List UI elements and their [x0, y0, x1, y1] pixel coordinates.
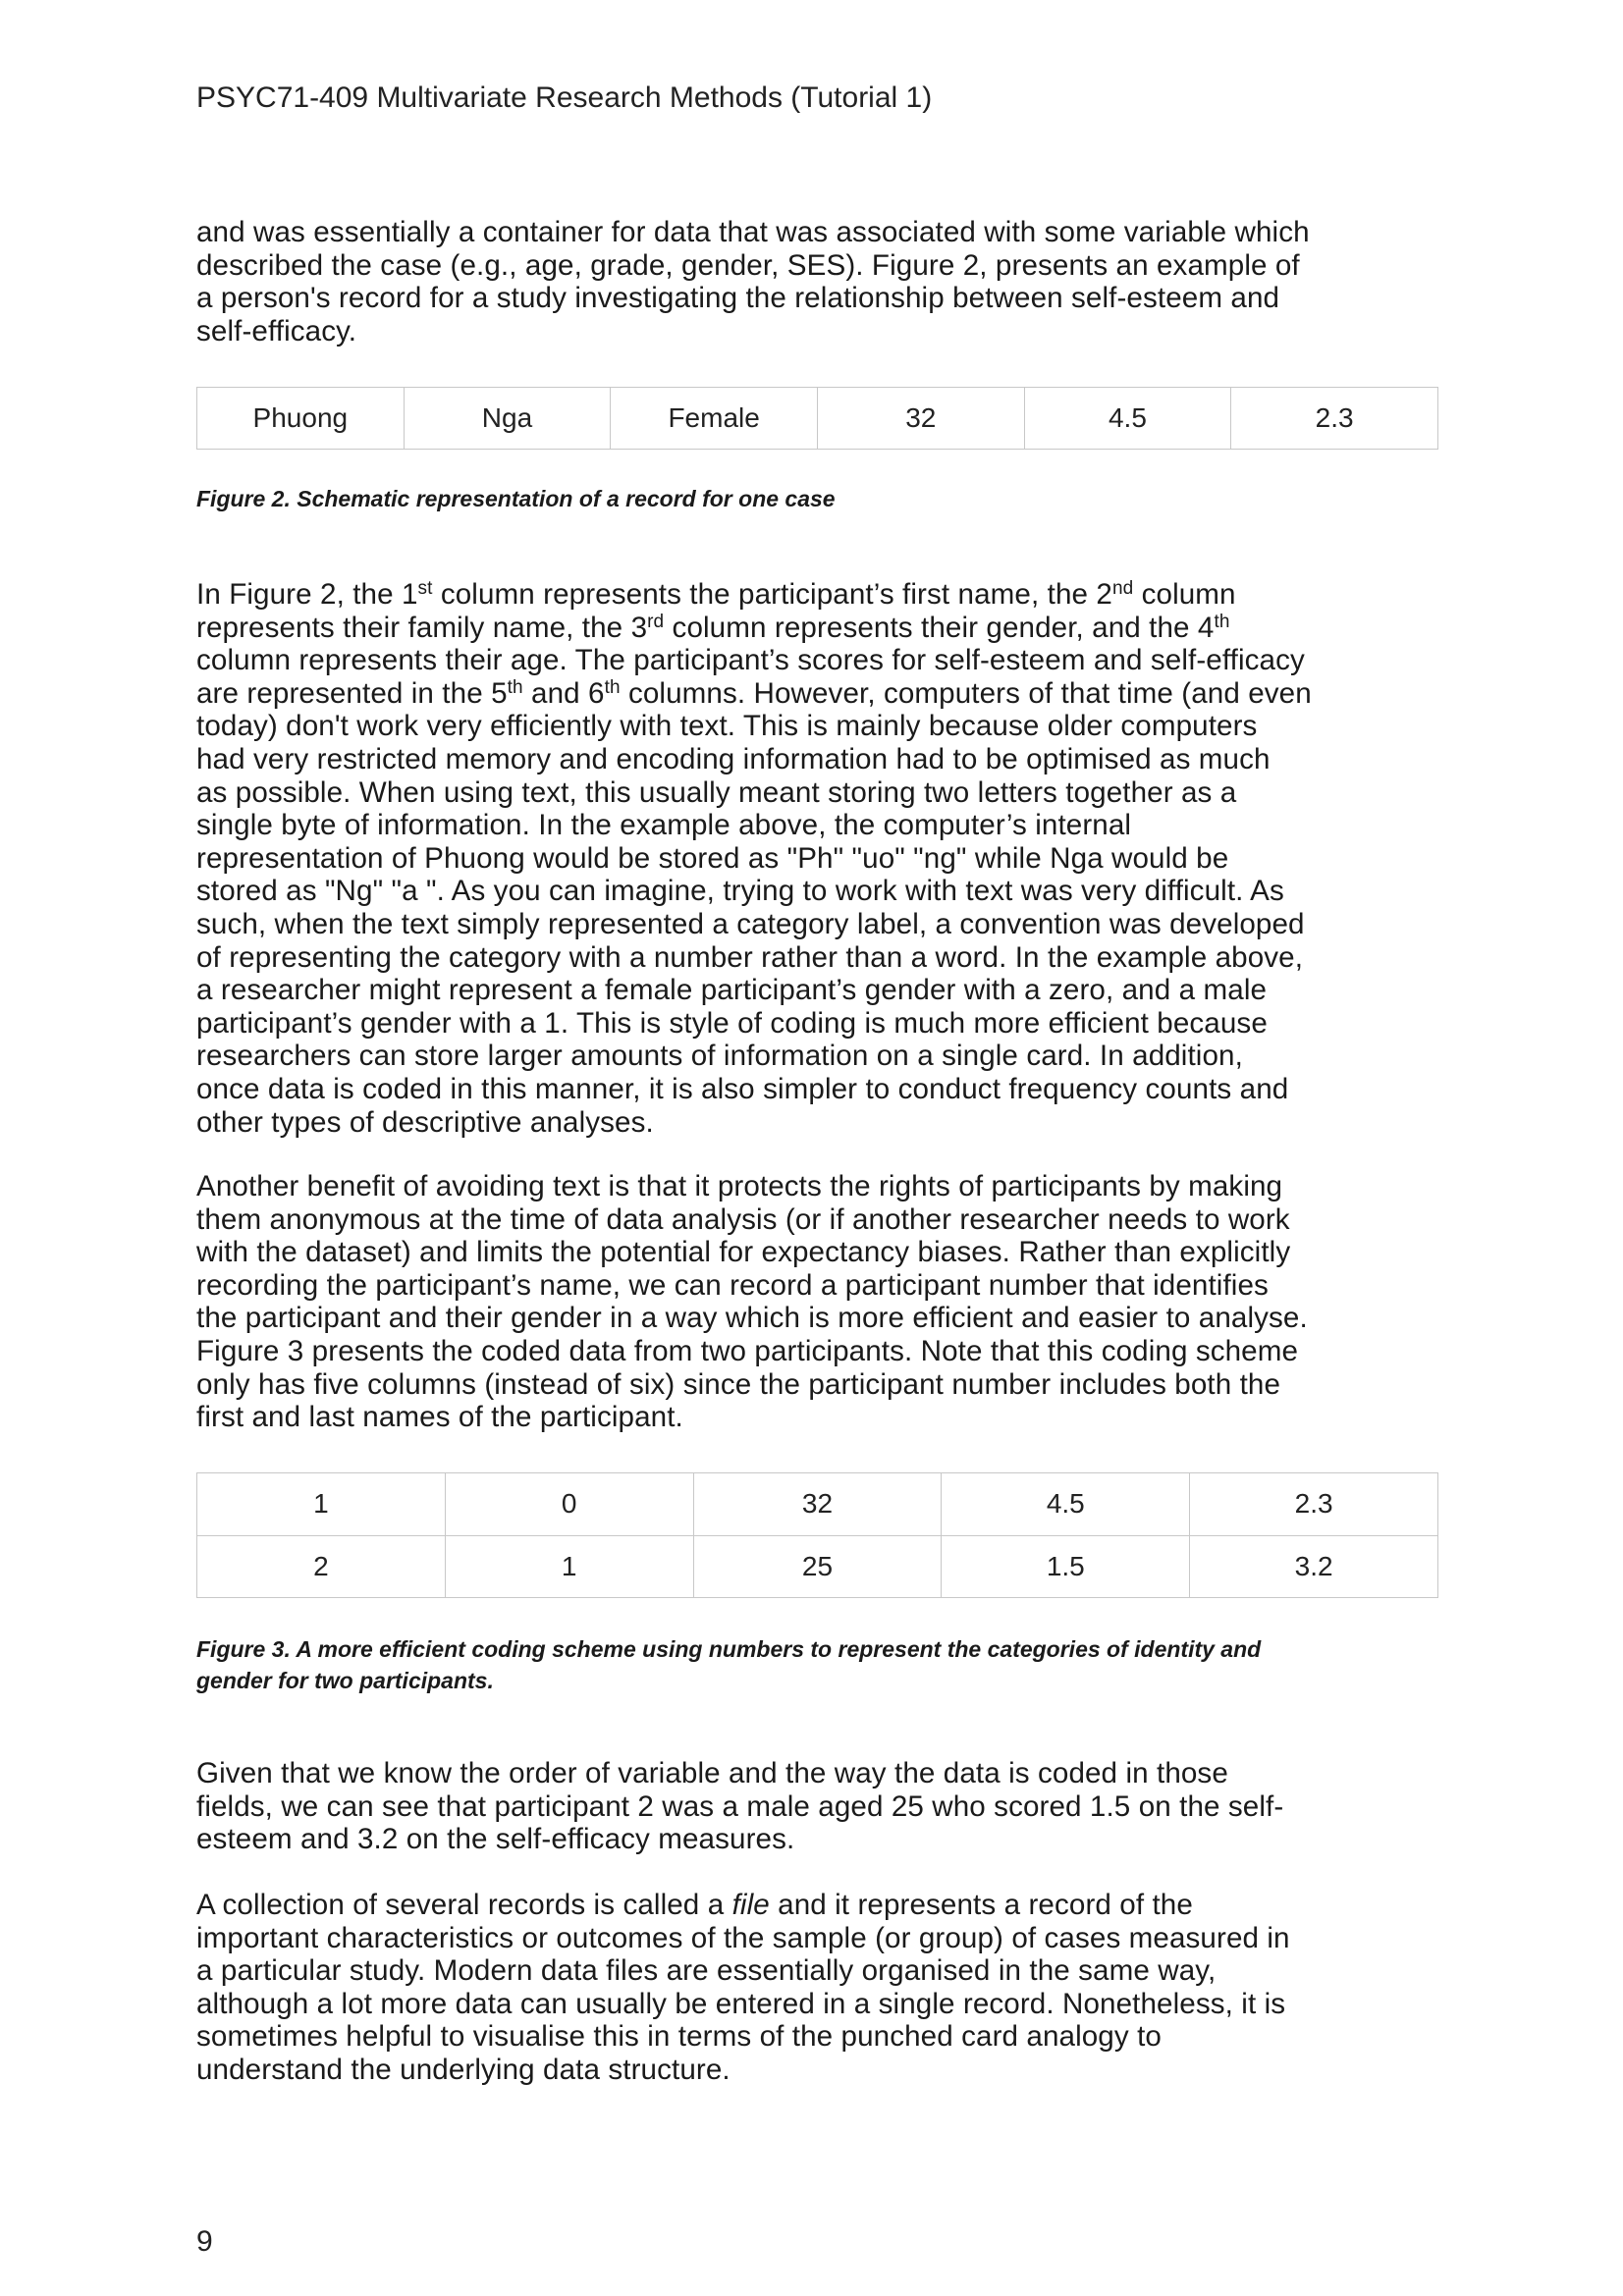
text-line: Figure 3 presents the coded data from two participants. Note that this coding scheme	[196, 1334, 1299, 1367]
table-cell: 4.5	[1024, 388, 1231, 450]
figure-2-record-table	[196, 387, 1438, 450]
table-cell: Female	[611, 388, 818, 450]
text-line: participant’s gender with a 1. This is style of coding is much more efficient because	[196, 1006, 1268, 1040]
table-cell: 0	[445, 1473, 693, 1536]
text-line: In Figure 2, the 1st column represents the participant’s first name, the 2nd column	[196, 578, 1236, 611]
text-line: the participant and their gender in a way which is more efficient and easier to analyse.	[196, 1302, 1308, 1335]
table-cell: 2	[197, 1535, 446, 1598]
text-line: a researcher might represent a female participant’s gender with a zero, and a male	[196, 974, 1268, 1007]
emphasis-file: file	[731, 1889, 770, 1921]
table-row	[197, 388, 1438, 450]
caption-line: Figure 3. A more efficient coding scheme using numbers to represent the categories of identity and	[196, 1636, 1262, 1662]
text-line: once data is coded in this manner, it is also simpler to conduct frequency counts and	[196, 1072, 1289, 1105]
text-line: self-efficacy.	[196, 314, 357, 347]
text-line: column represents their age. The participant’s scores for self-esteem and self-efficacy	[196, 644, 1305, 677]
text-line: Another benefit of avoiding text is that it protects the rights of participants by making	[196, 1170, 1283, 1202]
table-row	[197, 1535, 1438, 1598]
text-line: and was essentially a container for data that was associated with some variable which	[196, 216, 1310, 248]
text-line: them anonymous at the time of data analysis (or if another researcher needs to work	[196, 1202, 1290, 1236]
text-line: are represented in the 5th and 6th columns. However, computers of that time (and even	[196, 676, 1312, 710]
table-cell: 1.5	[942, 1535, 1190, 1598]
text-line: as possible. When using text, this usually meant storing two letters together as a	[196, 775, 1237, 809]
text-line: representation of Phuong would be stored as "Ph" "uo" "ng" while Nga would be	[196, 841, 1229, 875]
table-cell: Nga	[404, 388, 611, 450]
text-line: of representing the category with a number rather than a word. In the example above,	[196, 940, 1304, 974]
running-header: PSYC71-409 Multivariate Research Methods (Tutorial 1)	[196, 81, 933, 114]
table-cell: 32	[817, 388, 1024, 450]
text-line: single byte of information. In the example above, the computer’s internal	[196, 809, 1132, 842]
intro-paragraph	[196, 216, 1438, 347]
caption-line: gender for two participants.	[196, 1668, 494, 1693]
text-line: only has five columns (instead of six) since the participant number includes both the	[196, 1367, 1281, 1401]
table-cell: 1	[445, 1535, 693, 1598]
text-line: A collection of several records is called a file and it represents a record of the	[196, 1889, 1193, 1921]
body-paragraph-2	[196, 1170, 1438, 1434]
text-line: a particular study. Modern data files are essentially organised in the same way,	[196, 1954, 1217, 1988]
table-cell: 2.3	[1231, 388, 1438, 450]
page-number: 9	[196, 2225, 213, 2258]
table-cell: 4.5	[942, 1473, 1190, 1536]
text-line: today) don't work very efficiently with text. This is mainly because older computers	[196, 710, 1258, 743]
text-line: with the dataset) and limits the potential for expectancy biases. Rather than explicitly	[196, 1236, 1291, 1269]
table-cell: 25	[693, 1535, 942, 1598]
text-line: other types of descriptive analyses.	[196, 1105, 654, 1139]
text-line: fields, we can see that participant 2 was a male aged 25 who scored 1.5 on the self-	[196, 1789, 1284, 1823]
text-line: a person's record for a study investigating the relationship between self-esteem and	[196, 282, 1280, 315]
body-paragraph-3	[196, 1757, 1438, 1856]
table-row	[197, 1473, 1438, 1536]
text-line: stored as "Ng" "a ". As you can imagine, trying to work with text was very difficult. As	[196, 875, 1284, 908]
body-paragraph-4	[196, 1889, 1438, 2087]
body-paragraph-1	[196, 578, 1438, 1139]
text-line: esteem and 3.2 on the self-efficacy measures.	[196, 1823, 795, 1856]
table-cell: 1	[197, 1473, 446, 1536]
text-line: Given that we know the order of variable and the way the data is coded in those	[196, 1757, 1228, 1789]
figure-2-caption: Figure 2. Schematic representation of a record for one case	[196, 486, 836, 511]
text-line: first and last names of the participant.	[196, 1401, 683, 1434]
figure-3-coded-table	[196, 1472, 1438, 1598]
text-line: although a lot more data can usually be entered in a single record. Nonetheless, it is	[196, 1987, 1286, 2020]
text-line: sometimes helpful to visualise this in terms of the punched card analogy to	[196, 2020, 1162, 2054]
table-cell: Phuong	[197, 388, 405, 450]
text-line: had very restricted memory and encoding information had to be optimised as much	[196, 742, 1271, 775]
table-cell: 2.3	[1190, 1473, 1438, 1536]
text-line: described the case (e.g., age, grade, gender, SES). Figure 2, presents an example of	[196, 248, 1300, 282]
table-cell: 3.2	[1190, 1535, 1438, 1598]
text-line: important characteristics or outcomes of the sample (or group) of cases measured in	[196, 1921, 1290, 1954]
text-line: represents their family name, the 3rd column represents their gender, and the 4th	[196, 611, 1230, 644]
table-cell: 32	[693, 1473, 942, 1536]
text-line: such, when the text simply represented a category label, a convention was developed	[196, 907, 1305, 940]
text-line: researchers can store larger amounts of information on a single card. In addition,	[196, 1040, 1243, 1073]
text-line: recording the participant’s name, we can record a participant number that identifies	[196, 1268, 1269, 1302]
text-line: understand the underlying data structure.	[196, 2053, 730, 2086]
figure-3-caption	[196, 1633, 1438, 1696]
